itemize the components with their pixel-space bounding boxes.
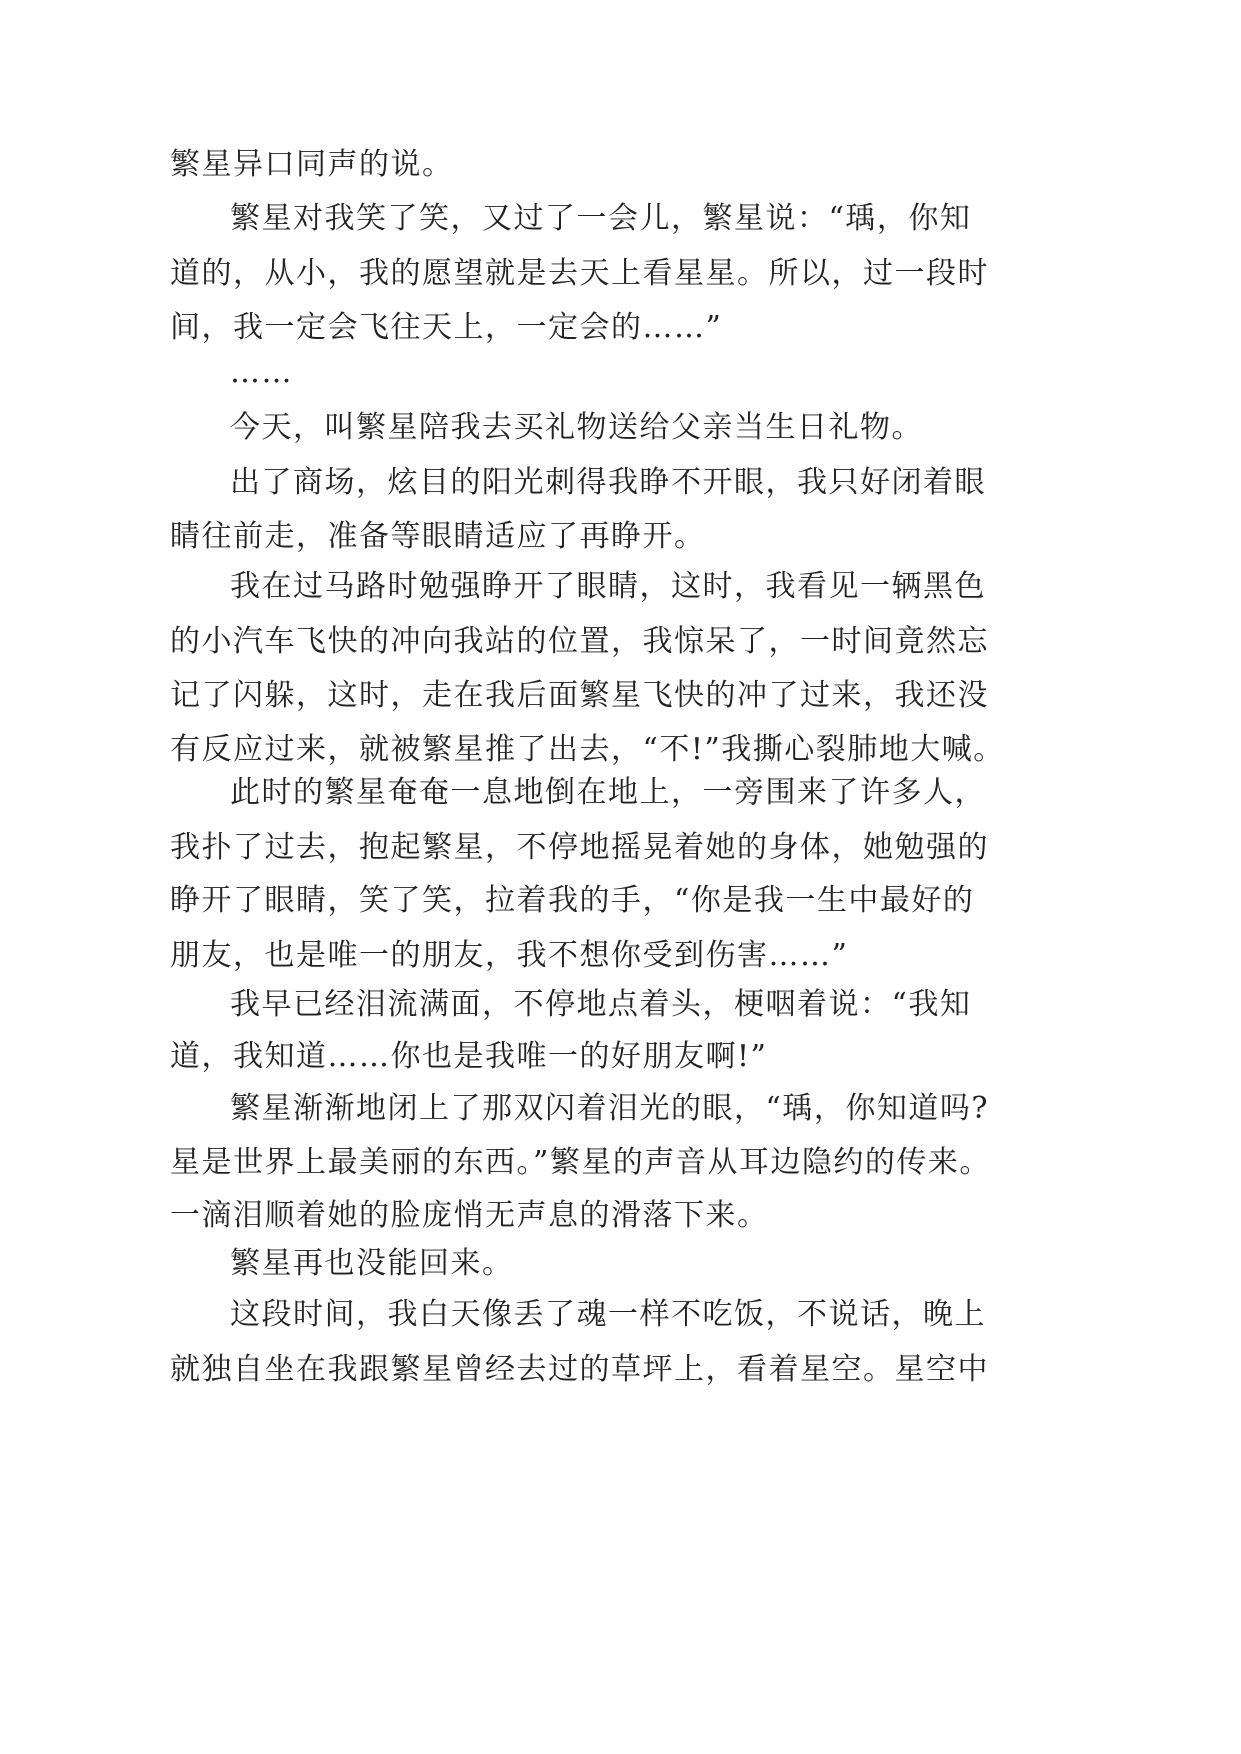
text-line: 这段时间，我白天像丢了魂一样不吃饭，不说话，晚上 — [230, 1297, 986, 1332]
text-line: 繁星异口同声的说。 — [170, 147, 454, 182]
text-line: 我在过马路时勉强睁开了眼睛，这时，我看见一辆黑色 — [230, 569, 986, 604]
text-line: 朋友，也是唯一的朋友，我不想你受到伤害……” — [170, 938, 849, 973]
text-line: 繁星再也没能回来。 — [230, 1246, 514, 1281]
text-line: 就独自坐在我跟繁星曾经去过的草坪上，看着星空。星空中 — [170, 1352, 989, 1387]
text-line: 一滴泪顺着她的脸庞悄无声息的滑落下来。 — [170, 1198, 769, 1233]
text-line: …… — [230, 355, 293, 390]
text-line: 今天，叫繁星陪我去买礼物送给父亲当生日礼物。 — [230, 410, 923, 445]
text-line: 间，我一定会飞往天上，一定会的……” — [170, 310, 723, 345]
text-line: 睁开了眼睛，笑了笑，拉着我的手，“你是我一生中最好的 — [170, 883, 975, 918]
text-line: 记了闪躲，这时，走在我后面繁星飞快的冲了过来，我还没 — [170, 678, 989, 713]
text-line: 此时的繁星奄奄一息地倒在地上，一旁围来了许多人， — [230, 775, 986, 810]
text-line: 的小汽车飞快的冲向我站的位置，我惊呆了，一时间竟然忘 — [170, 624, 989, 659]
text-line: 繁星渐渐地闭上了那双闪着泪光的眼，“瑀，你知道吗? — [230, 1091, 989, 1126]
text-line: 我早已经泪流满面，不停地点着头，梗咽着说：“我知 — [230, 987, 972, 1022]
text-line: 道，我知道……你也是我唯一的好朋友啊!” — [170, 1039, 768, 1074]
text-line: 有反应过来，就被繁星推了出去，“不!”我撕心裂肺地大喊。 — [170, 732, 1005, 767]
text-line: 睛往前走，准备等眼睛适应了再睁开。 — [170, 519, 706, 554]
text-line: 道的，从小，我的愿望就是去天上看星星。所以，过一段时 — [170, 256, 989, 291]
text-line: 星是世界上最美丽的东西。”繁星的声音从耳边隐约的传来。 — [170, 1145, 991, 1180]
text-line: 繁星对我笑了笑，又过了一会儿，繁星说：“瑀，你知 — [230, 201, 972, 236]
text-line: 我扑了过去，抱起繁星，不停地摇晃着她的身体，她勉强的 — [170, 830, 989, 865]
text-line: 出了商场，炫目的阳光刺得我睁不开眼，我只好闭着眼 — [230, 465, 986, 500]
